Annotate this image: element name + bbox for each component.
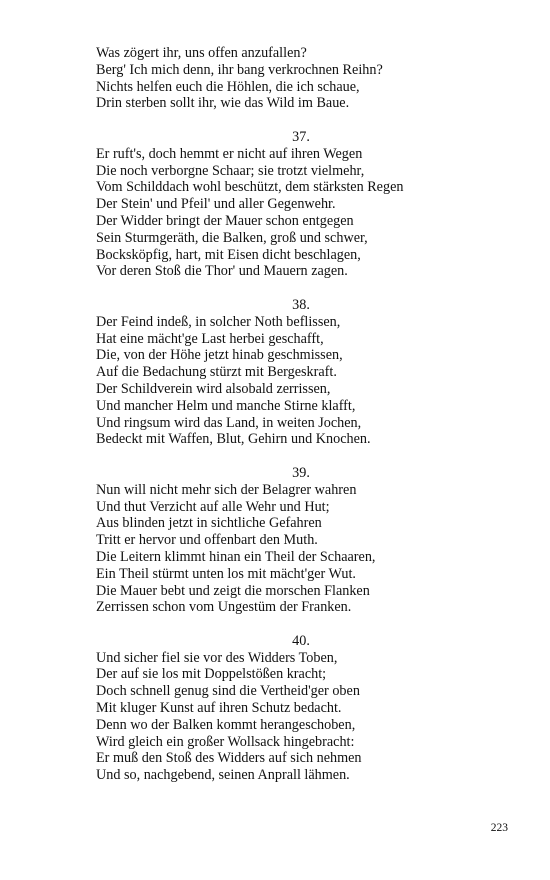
verse-line: Was zögert ihr, uns offen anzufallen?: [96, 45, 307, 61]
verse-line: Er ruft's, doch hemmt er nicht auf ihren Wegen: [96, 145, 363, 162]
verse-line: Bocksköpfig, hart, mit Eisen dicht beschlagen,: [96, 246, 361, 263]
verse-line: Die Mauer bebt und zeigt die morschen Flanken: [96, 582, 370, 599]
verse-line: Mit kluger Kunst auf ihren Schutz bedacht.: [96, 700, 342, 717]
verse-line: Der Schildverein wird alsobald zerrissen,: [96, 380, 331, 397]
verse-line: Hat eine mächt'ge Last herbei geschafft,: [96, 330, 324, 347]
verse-line: Auf die Bedachung stürzt mit Bergeskraft.: [96, 364, 337, 381]
verse-line: Der Widder bringt der Mauer schon entgegen: [96, 212, 354, 229]
stanza-number: 39.: [292, 464, 310, 481]
poem-text: [96, 45, 516, 784]
verse-line: Ein Theil stürmt unten los mit mächt'ger Wut.: [96, 565, 356, 582]
verse-line: Tritt er hervor und offenbart den Muth.: [96, 532, 318, 549]
verse-line: Und so, nachgebend, seinen Anprall lähmen.: [96, 767, 350, 784]
verse-line: Sein Sturmgeräth, die Balken, groß und schwer,: [96, 229, 368, 246]
verse-line: Doch schnell genug sind die Vertheid'ger oben: [96, 683, 360, 700]
verse-line: Der auf sie los mit Doppelstößen kracht;: [96, 666, 327, 683]
verse-line: Und sicher fiel sie vor des Widders Toben,: [96, 649, 338, 666]
stanza-37: [96, 129, 516, 280]
verse-line: Nichts helfen euch die Höhlen, die ich schaue,: [96, 78, 360, 95]
intro-stanza: [96, 45, 516, 112]
stanza-number: 38.: [292, 296, 310, 313]
verse-line: Die, von der Höhe jetzt hinab geschmissen,: [96, 347, 343, 364]
verse-line: Nun will nicht mehr sich der Belagrer wahren: [96, 481, 357, 498]
verse-line: Und ringsum wird das Land, in weiten Jochen,: [96, 414, 362, 431]
stanza-number: 37.: [292, 128, 310, 145]
verse-line: Der Stein' und Pfeil' und aller Gegenwehr.: [96, 196, 336, 213]
verse-line: Aus blinden jetzt in sichtliche Gefahren: [96, 515, 322, 532]
verse-line: Wird gleich ein großer Wollsack hingebracht:: [96, 733, 355, 750]
verse-line: Drin sterben sollt ihr, wie das Wild im Baue.: [96, 95, 350, 112]
verse-line: Der Feind indeß, in solcher Noth beflissen,: [96, 313, 341, 330]
stanza-38: [96, 297, 516, 448]
stanza-39: [96, 465, 516, 616]
verse-line: Denn wo der Balken kommt herangeschoben,: [96, 716, 356, 733]
verse-line: Die Leitern klimmt hinan ein Theil der Schaaren,: [96, 548, 376, 565]
stanza-40: [96, 633, 516, 784]
verse-line: Die noch verborgne Schaar; sie trotzt vielmehr,: [96, 162, 365, 179]
page-number: 223: [490, 822, 508, 834]
verse-line: Er muß den Stoß des Widders auf sich nehmen: [96, 750, 362, 767]
stanza-number: 40.: [292, 632, 310, 649]
verse-line: Bedeckt mit Waffen, Blut, Gehirn und Knochen.: [96, 431, 371, 448]
verse-line: Und thut Verzicht auf alle Wehr und Hut;: [96, 498, 330, 515]
verse-line: Berg' Ich mich denn, ihr bang verkrochnen Reihn?: [96, 61, 383, 78]
verse-line: Vom Schilddach wohl beschützt, dem stärksten Regen: [96, 179, 404, 196]
verse-line: Zerrissen schon vom Ungestüm der Franken.: [96, 599, 352, 616]
verse-line: Vor deren Stoß die Thor' und Mauern zagen.: [96, 263, 348, 280]
verse-line: Und mancher Helm und manche Stirne klafft,: [96, 397, 356, 414]
